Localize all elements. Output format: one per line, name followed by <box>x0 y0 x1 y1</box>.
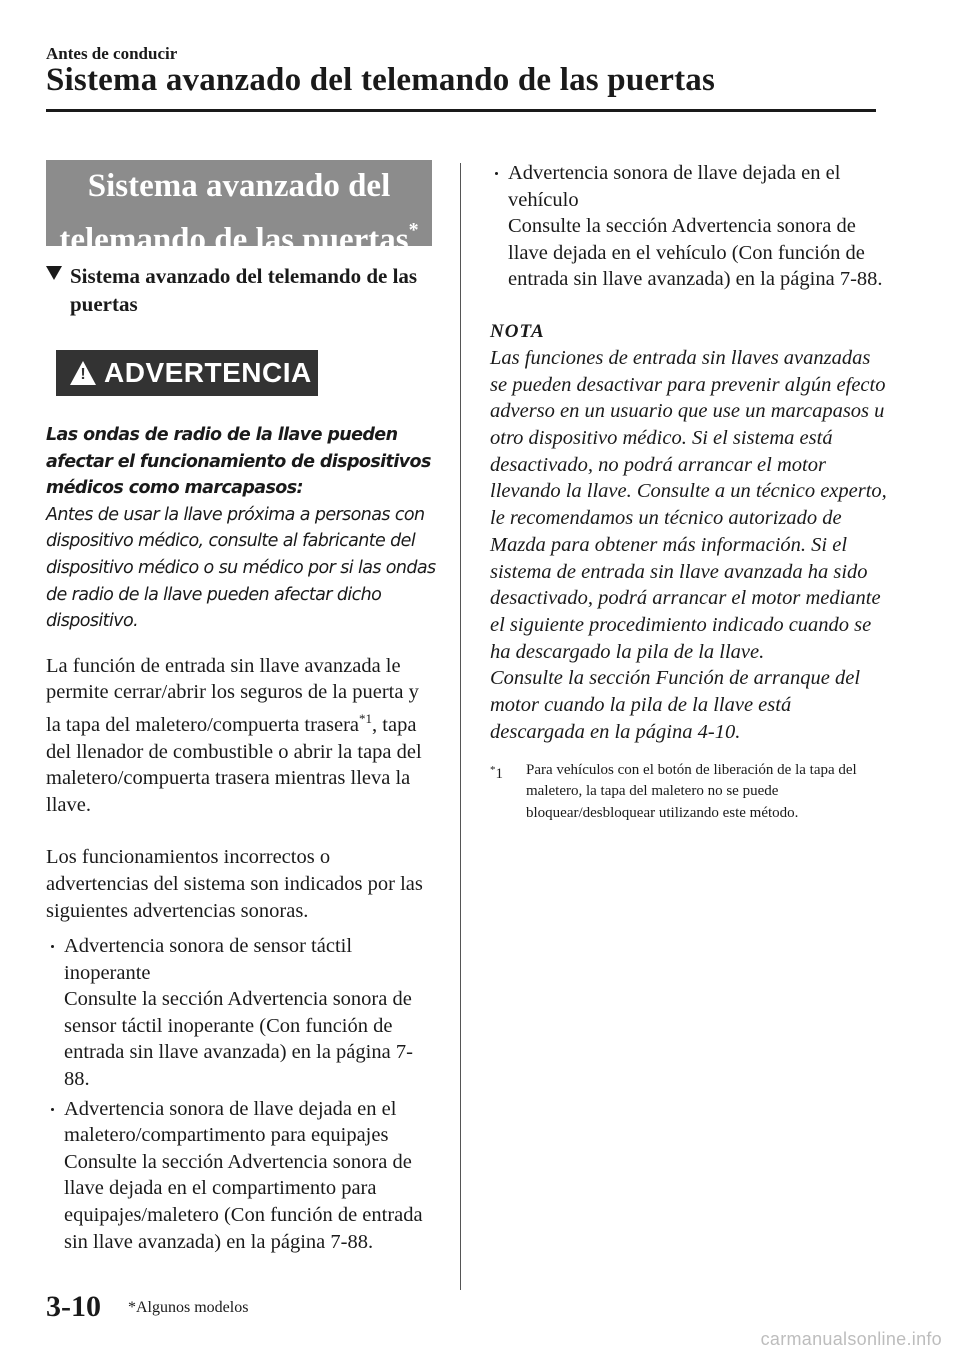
column-divider <box>460 163 461 1290</box>
right-column <box>490 160 890 824</box>
footnote <box>490 760 890 825</box>
list-item <box>46 933 436 1093</box>
footnote-ref: *1 <box>359 710 373 726</box>
watermark: carmanualsonline.info <box>760 1329 942 1349</box>
section-label: Antes de conducir <box>46 44 178 63</box>
warnings-paragraph: Los funcionamientos incorrectos o advertencias del sistema son indicados por las siguientes advertencias sonoras. <box>46 846 423 922</box>
title-box-asterisk: * <box>408 219 419 241</box>
bullet-title: Advertencia sonora de llave dejada en el maletero/compartimento para equipajes <box>64 1097 397 1147</box>
nota-title: NOTA <box>490 320 545 342</box>
bullet-title: Advertencia sonora de llave dejada en el vehículo <box>508 162 841 211</box>
list-item <box>46 1096 436 1256</box>
warning-label: ADVERTENCIA <box>104 357 312 388</box>
title-box-line1: Sistema avanzado del <box>87 168 391 204</box>
bullet-icon <box>495 172 498 175</box>
warning-text: Antes de usar la llave próxima a personas con dispositivo médico, consulte al fabricante del dispositivo médico o su médico por si las ondas de radio de la llave pueden afectar dicho dispositivo. <box>46 504 436 632</box>
page-header-title: Sistema avanzado del telemando de las puertas <box>46 62 715 98</box>
bullet-body: Consulte la sección Advertencia sonora de sensor táctil inoperante (Con función de entrada sin llave avanzada) en la página 7-88. <box>64 988 413 1091</box>
warning-icon: ! <box>70 361 96 385</box>
list-item <box>490 160 890 293</box>
subheading <box>46 262 436 318</box>
intro-text-after: , tapa del llenador de combustible o abrir la tapa del maletero/compuerta trasera mientras lleva la llave. <box>46 713 422 816</box>
bullet-title: Advertencia sonora de sensor táctil inoperante <box>64 935 353 984</box>
footnote-text: Para vehículos con el botón de liberación de la tapa del maletero, la tapa del maletero no se puede bloquear/desbloquear utilizando este método. <box>526 761 857 821</box>
intro-paragraph <box>46 653 436 819</box>
bullet-list-right <box>490 160 890 293</box>
intro-text-before: La función de entrada sin llave avanzada le permite cerrar/abrir los seguros de la puerta y la tapa del maletero/compuerta trasera <box>46 654 419 736</box>
bullet-icon <box>51 945 54 948</box>
nota-text: Las funciones de entrada sin llaves avanzadas se pueden desactivar para prevenir algún efecto adverso en un usuario que use un marcapasos u otro dispositivo médico. Si el sistema está desactivado, no podrá arrancar el motor llevando la llave. Consulte a un técnico experto, le recomendamos un técnico autorizado de Mazda para obtener más información. Si el sistema de entrada sin llave avanzada ha sido desactivado, podrá arrancar el motor mediante el siguiente procedimiento indicado cuando se ha descargado la pila de la llave. <box>490 346 887 663</box>
title-box <box>46 160 432 258</box>
bullet-list-left <box>46 933 436 1255</box>
nota-text-2: Consulte la sección Función de arranque del motor cuando la pila de la llave está descargada en la página 4-10. <box>490 667 861 743</box>
subheading-text: Sistema avanzado del telemando de las puertas <box>70 264 418 316</box>
bullet-body: Consulte la sección Advertencia sonora de llave dejada en el vehículo (Con función de entrada sin llave avanzada) en la página 7-88. <box>508 215 883 291</box>
warning-badge <box>56 350 318 396</box>
left-column <box>46 160 436 1255</box>
page-number: 3-10 <box>46 1290 101 1323</box>
bullet-icon <box>51 1108 54 1111</box>
triangle-down-icon <box>46 266 62 280</box>
footnote-marker: *1 <box>490 763 503 782</box>
warning-bold-text: Las ondas de radio de la llave pueden afectar el funcionamiento de dispositivos médicos como marcapasos: <box>46 425 431 499</box>
footer-note: *Algunos modelos <box>128 1299 249 1316</box>
header-rule <box>46 109 876 112</box>
title-box-line2: telemando de las puertas <box>59 222 409 258</box>
bullet-body: Consulte la sección Advertencia sonora de llave dejada en el compartimento para equipajes/maletero (Con función de entrada sin llave avanzada) en la página 7-88. <box>64 1150 423 1253</box>
